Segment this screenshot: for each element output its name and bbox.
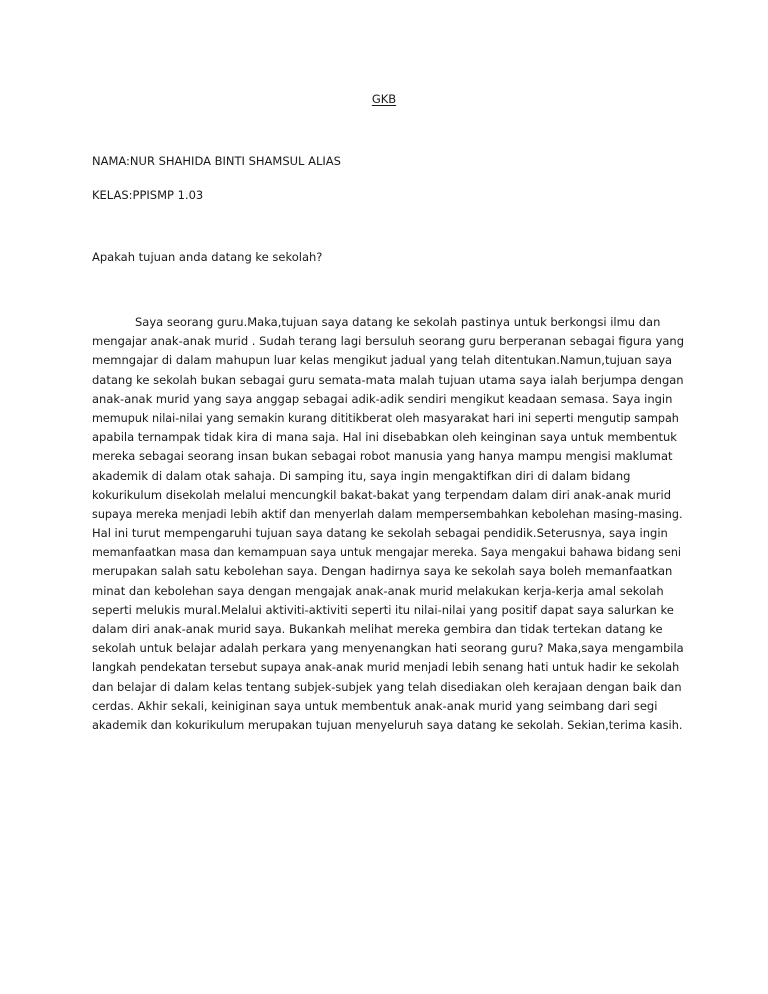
essay-line: mereka sebagai seorang insan bukan sebagai robot manusia yang hanya mampu mengisi maklumat <box>92 449 673 464</box>
essay-line: mengajar anak-anak murid . Sudah terang lagi bersuluh seorang guru berperanan sebagai figura yang <box>92 334 685 349</box>
essay-line: anak-anak murid yang saya anggap sebagai adik-adik sendiri mengikut keadaan semasa. Saya ingin <box>92 391 673 406</box>
essay-line: memngajar di dalam mahupun luar kelas mengikut jadual yang telah ditentukan.Namun,tujuan saya <box>92 353 673 368</box>
essay-line: dalam diri anak-anak murid saya. Bukankah melihat mereka gembira dan tidak tertekan datang ke <box>92 622 663 636</box>
essay-body <box>92 313 684 735</box>
essay-line: sekolah untuk belajar adalah perkara yang menyenangkan hati seorang guru? Maka,saya mengambila <box>92 641 684 656</box>
essay-line: memanfaatkan masa dan kemampuan saya untuk mengajar mereka. Saya mengakui bahawa bidang seni <box>92 546 681 560</box>
essay-line: seperti melukis mural.Melalui aktiviti-aktiviti seperti itu nilai-nilai yang positif dapat saya salurkan ke <box>92 602 674 617</box>
essay-line: dan belajar di dalam kelas tentang subjek-subjek yang telah disediakan oleh kerajaan dengan baik dan <box>92 679 682 694</box>
essay-line: langkah pendekatan tersebut supaya anak-anak murid menjadi lebih senang hati untuk hadir ke sekolah <box>92 661 680 675</box>
essay-line: datang ke sekolah bukan sebagai guru semata-mata malah tujuan utama saya ialah berjumpa dengan <box>92 372 684 387</box>
student-class-field: KELAS:PPISMP 1.03 <box>92 188 204 202</box>
essay-line: cerdas. Akhir sekali, keiniginan saya untuk membentuk anak-anak murid yang seimbang dari segi <box>92 698 658 713</box>
essay-line: Saya seorang guru.Maka,tujuan saya datang ke sekolah pastinya untuk berkongsi ilmu dan <box>135 315 661 329</box>
essay-line: minat dan kebolehan saya dengan mengajak anak-anak murid melakukan kerja-kerja amal sekolah <box>92 583 664 598</box>
essay-line: supaya mereka menjadi lebih aktif dan menyerlah dalam mempersembahkan kebolehan masing-masing. <box>92 507 683 521</box>
essay-line: merupakan salah satu kebolehan saya. Dengan hadirnya saya ke sekolah saya boleh memanfaatkan <box>92 564 673 579</box>
essay-question: Apakah tujuan anda datang ke sekolah? <box>92 250 323 264</box>
essay-line: akademik di dalam otak sahaja. Di samping itu, saya ingin mengaktifkan diri di dalam bidang <box>92 468 631 483</box>
essay-line: kokurikulum disekolah melalui mencungkil bakat-bakat yang terpendam dalam diri anak-anak murid <box>92 487 672 502</box>
essay-line: apabila ternampak tidak kira di mana saja. Hal ini disebabkan oleh keinginan saya untuk membentuk <box>92 430 677 445</box>
document-title: GKB <box>371 92 397 106</box>
essay-line: Hal ini turut mempengaruhi tujuan saya datang ke sekolah sebagai pendidik.Seterusnya, saya ingin <box>92 526 668 541</box>
essay-line: akademik dan kokurikulum merupakan tujuan menyeluruh saya datang ke sekolah. Sekian,terima kasih. <box>92 718 683 732</box>
student-name-field: NAMA:NUR SHAHIDA BINTI SHAMSUL ALIAS <box>92 154 341 168</box>
essay-line: memupuk nilai-nilai yang semakin kurang dititikberat oleh masyarakat hari ini seperti mengutip sampah <box>92 411 679 425</box>
